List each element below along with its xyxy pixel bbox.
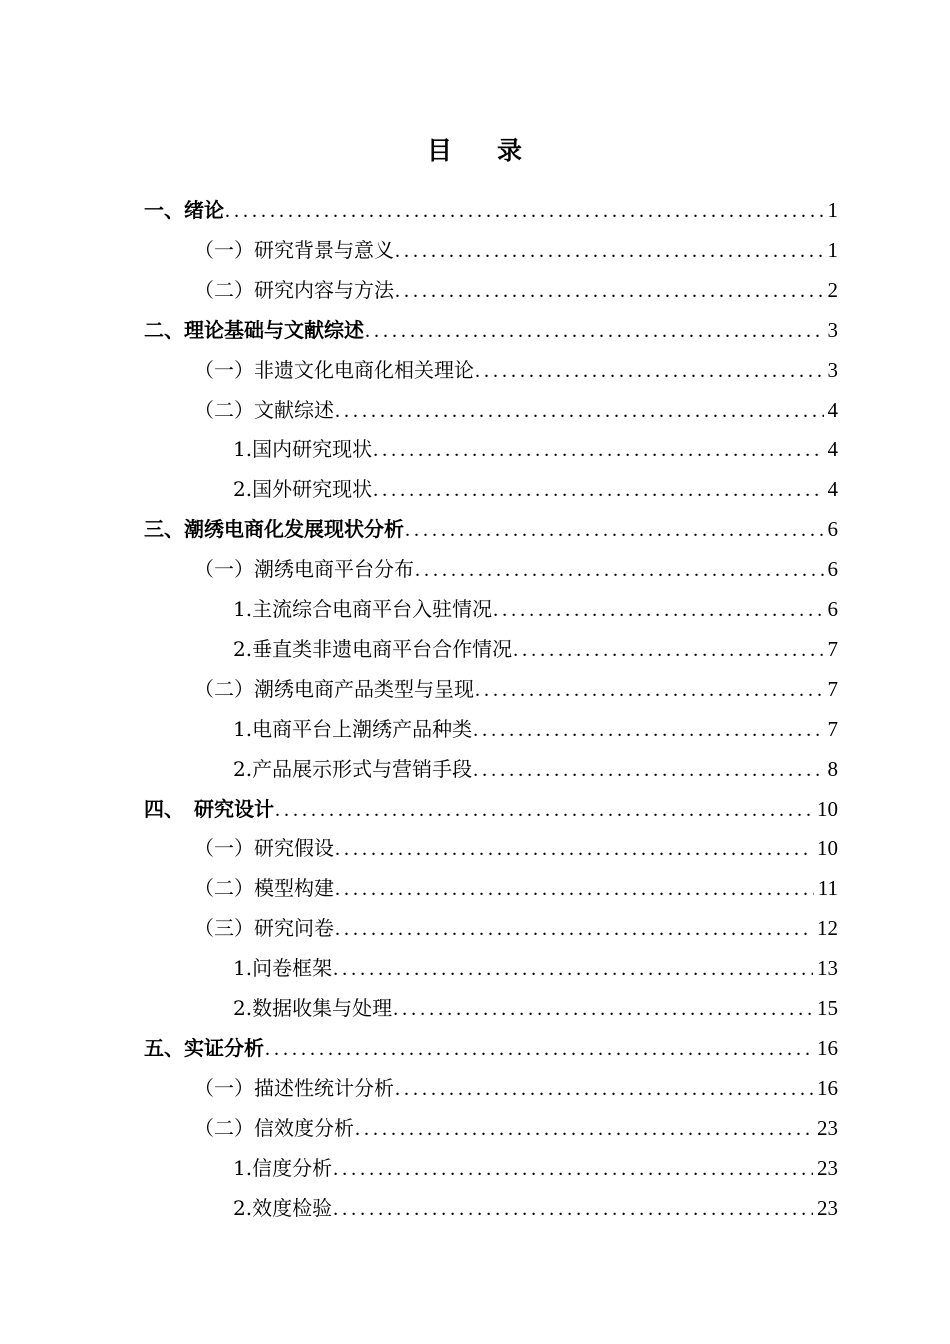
toc-dot-leader xyxy=(365,311,824,351)
toc-entry-label: 2.数据收集与处理 xyxy=(233,996,393,1020)
toc-entry-page-number: 2 xyxy=(827,277,838,302)
toc-entry-label: （一）潮绣电商平台分布 xyxy=(194,557,414,582)
toc-entry-label: 二、理论基础与文献综述 xyxy=(144,317,364,342)
toc-entry[interactable] xyxy=(233,589,838,629)
toc-dot-leader xyxy=(395,231,824,271)
toc-entry-page-number: 7 xyxy=(827,676,838,701)
toc-title xyxy=(0,134,950,168)
toc-entry[interactable] xyxy=(194,270,838,310)
toc-entry-label: （二）文献综述 xyxy=(194,397,334,422)
toc-entry[interactable] xyxy=(194,230,838,270)
toc-entry-label: 1.国内研究现状 xyxy=(233,437,373,462)
toc-entry[interactable] xyxy=(144,310,838,350)
toc-entry[interactable] xyxy=(194,350,838,390)
toc-dot-leader xyxy=(333,1149,813,1189)
toc-dot-leader xyxy=(335,869,814,909)
toc-entry[interactable] xyxy=(194,828,838,868)
toc-entry-page-number: 10 xyxy=(817,796,838,821)
toc-title-right-char: 录 xyxy=(497,136,524,165)
toc-dot-leader xyxy=(225,191,824,231)
toc-entry[interactable] xyxy=(194,1068,838,1108)
toc-entry-label: 五、实证分析 xyxy=(144,1035,264,1060)
toc-entry-label: 三、潮绣电商化发展现状分析 xyxy=(144,517,404,542)
toc-entry[interactable] xyxy=(144,789,838,829)
toc-entry[interactable] xyxy=(144,190,838,230)
toc-entry[interactable] xyxy=(233,749,838,789)
toc-entry-label: （一）非遗文化电商化相关理论 xyxy=(194,357,474,382)
toc-dot-leader xyxy=(473,750,823,790)
toc-entry-page-number: 4 xyxy=(827,437,838,462)
toc-entry-page-number: 10 xyxy=(817,836,838,861)
toc-dot-leader xyxy=(373,430,823,470)
toc-dot-leader xyxy=(405,510,824,550)
toc-entry[interactable] xyxy=(233,469,838,509)
toc-entry-label: 2.国外研究现状 xyxy=(233,477,373,502)
toc-entry-label: （二）模型构建 xyxy=(194,876,334,901)
toc-entry[interactable] xyxy=(233,429,838,469)
toc-dot-leader xyxy=(493,590,823,630)
toc-entry[interactable] xyxy=(194,1108,838,1148)
toc-entry[interactable] xyxy=(144,1028,838,1068)
toc-entry-label: （三）研究问卷 xyxy=(194,916,334,941)
toc-entry-page-number: 12 xyxy=(817,916,838,941)
toc-entry-label: 1.问卷框架 xyxy=(233,956,333,981)
toc-entry-page-number: 11 xyxy=(817,876,838,901)
toc-entry-page-number: 6 xyxy=(827,517,838,542)
toc-dot-leader xyxy=(333,1189,813,1229)
toc-entry-page-number: 8 xyxy=(827,756,838,781)
toc-entry-page-number: 3 xyxy=(827,357,838,382)
toc-entry-page-number: 16 xyxy=(817,1035,838,1060)
toc-entry-label: 1.电商平台上潮绣产品种类 xyxy=(233,716,473,741)
toc-dot-leader xyxy=(393,989,813,1029)
toc-dot-leader xyxy=(475,351,824,391)
toc-dot-leader xyxy=(475,670,824,710)
toc-dot-leader xyxy=(395,1069,813,1109)
toc-entry[interactable] xyxy=(233,1188,838,1228)
toc-entry-page-number: 4 xyxy=(827,477,838,502)
toc-entry[interactable] xyxy=(233,948,838,988)
toc-entry-label: 1.主流综合电商平台入驻情况 xyxy=(233,597,493,621)
toc-entry[interactable] xyxy=(194,868,838,908)
toc-dot-leader xyxy=(265,1029,813,1069)
toc-title-left-char: 目 xyxy=(426,136,453,165)
toc-entry-label: （一）描述性统计分析 xyxy=(194,1075,394,1100)
toc-entry-label: 2.垂直类非遗电商平台合作情况 xyxy=(233,636,513,661)
toc-dot-leader xyxy=(513,630,823,670)
toc-entry[interactable] xyxy=(233,988,838,1028)
toc-entry[interactable] xyxy=(194,669,838,709)
toc-entry-page-number: 15 xyxy=(817,996,838,1020)
toc-entry-page-number: 13 xyxy=(817,956,838,981)
toc-entry-label: （二）潮绣电商产品类型与呈现 xyxy=(194,676,474,701)
toc-entry-page-number: 6 xyxy=(827,557,838,582)
toc-dot-leader xyxy=(333,949,813,989)
toc-entry-label: 2.效度检验 xyxy=(233,1195,333,1220)
toc-entry[interactable] xyxy=(233,629,838,669)
toc-dot-leader xyxy=(335,829,813,869)
toc-entry-label: （一）研究假设 xyxy=(194,836,334,861)
toc-dot-leader xyxy=(473,710,823,750)
toc-entry-label: 四、 研究设计 xyxy=(144,796,274,821)
toc-dot-leader xyxy=(275,790,813,830)
toc-entry[interactable] xyxy=(194,549,838,589)
toc-entry[interactable] xyxy=(233,1148,838,1188)
toc-entry[interactable] xyxy=(233,709,838,749)
toc-entry-page-number: 4 xyxy=(827,397,838,422)
toc-dot-leader xyxy=(415,550,824,590)
toc-dot-leader xyxy=(395,271,824,311)
toc-entry-page-number: 23 xyxy=(817,1155,838,1180)
toc-entry[interactable] xyxy=(144,509,838,549)
toc-entry-page-number: 6 xyxy=(827,597,838,621)
toc-entry-page-number: 1 xyxy=(827,237,838,262)
toc-entry[interactable] xyxy=(194,908,838,948)
toc-entry-page-number: 3 xyxy=(827,317,838,342)
toc-entry-label: 一、绪论 xyxy=(144,198,224,222)
toc-entry-label: （二）信效度分析 xyxy=(194,1115,354,1140)
toc-dot-leader xyxy=(355,1109,813,1149)
toc-dot-leader xyxy=(373,470,823,510)
toc-entry-label: 2.产品展示形式与营销手段 xyxy=(233,756,473,781)
toc-entry-page-number: 23 xyxy=(817,1195,838,1220)
toc-entry-page-number: 1 xyxy=(827,198,838,222)
toc-entry-page-number: 23 xyxy=(817,1115,838,1140)
toc-entry-label: 1.信度分析 xyxy=(233,1155,333,1180)
toc-dot-leader xyxy=(335,909,813,949)
toc-entry-page-number: 16 xyxy=(817,1075,838,1100)
toc-entry[interactable] xyxy=(194,390,838,430)
toc-entry-page-number: 7 xyxy=(827,636,838,661)
toc-entry-label: （一）研究背景与意义 xyxy=(194,237,394,262)
toc-entry-page-number: 7 xyxy=(827,716,838,741)
toc-entry-label: （二）研究内容与方法 xyxy=(194,277,394,302)
toc-dot-leader xyxy=(335,391,824,431)
